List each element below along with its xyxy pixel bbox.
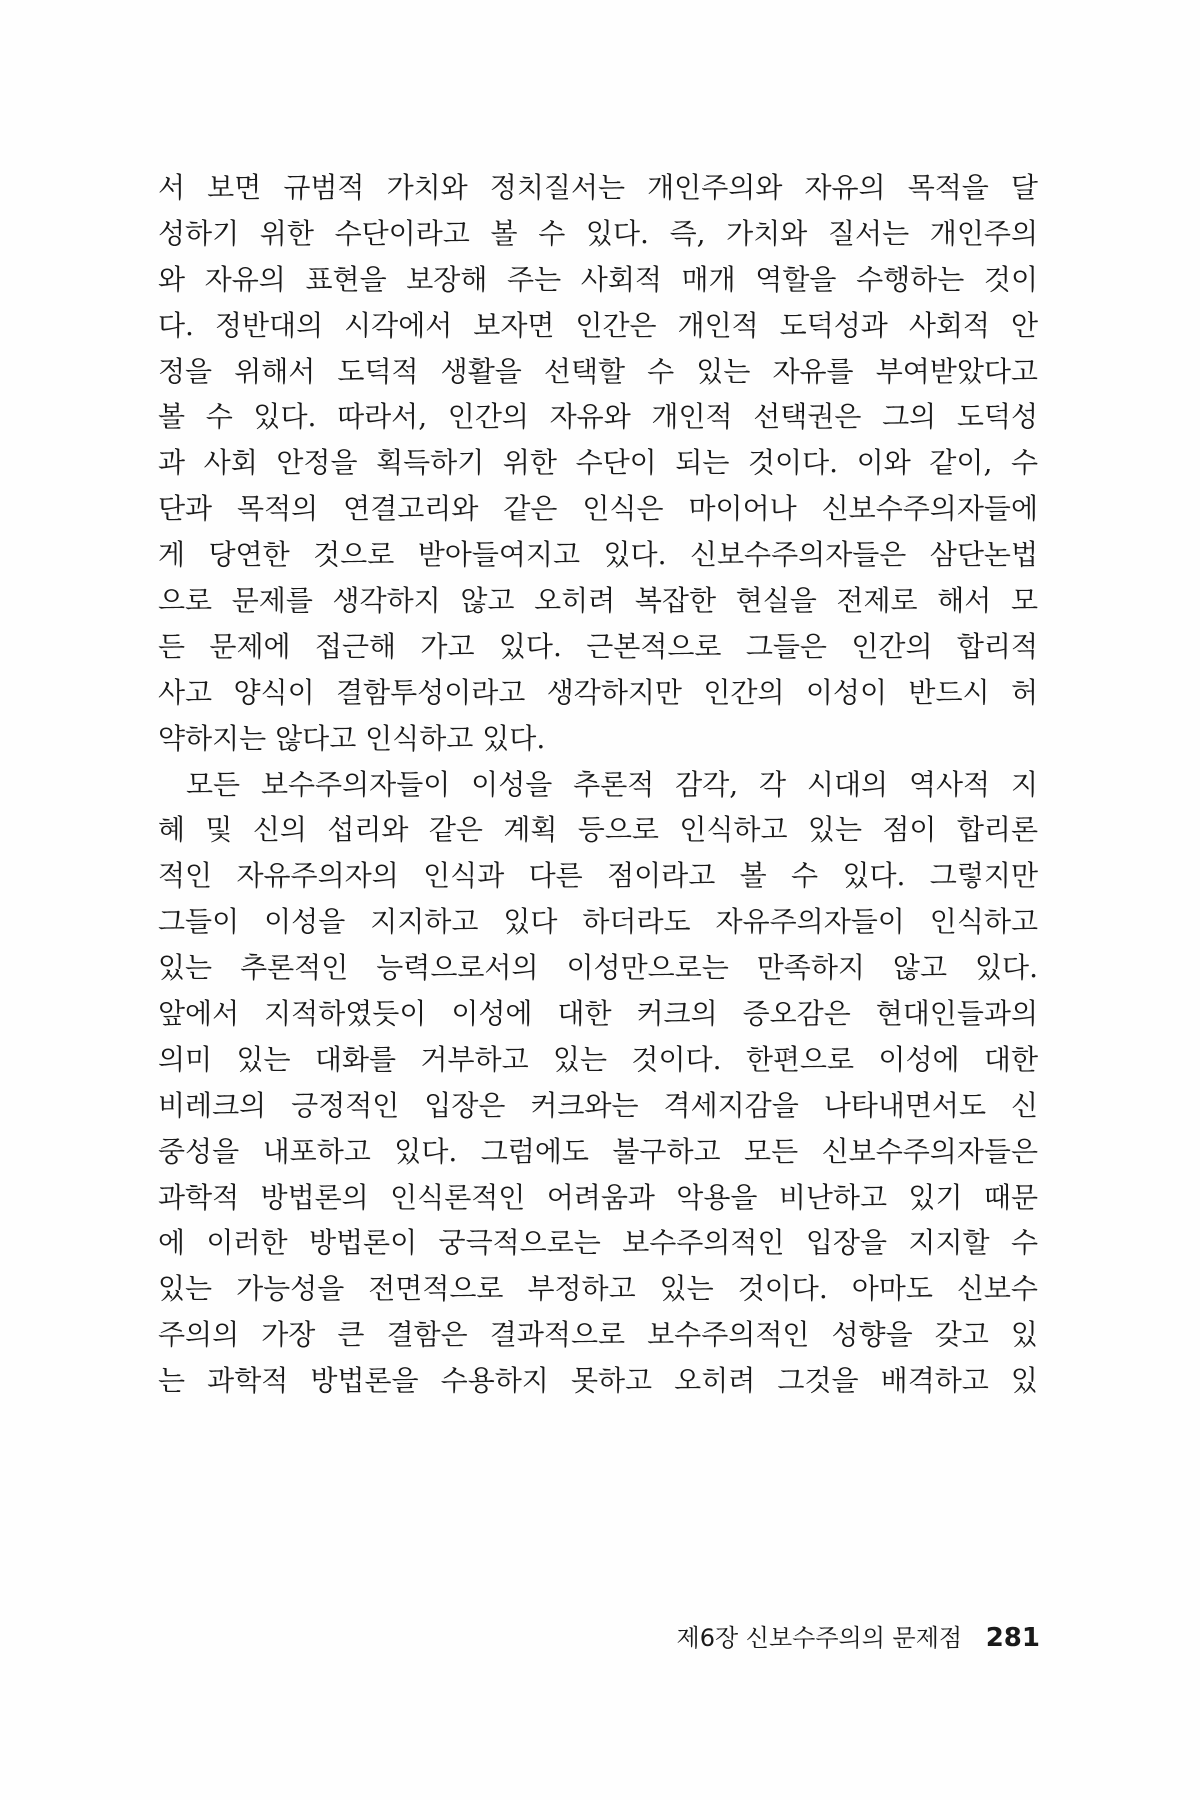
text-line: 의미 있는 대화를 거부하고 있는 것이다. 한편으로 이성에 대한 — [158, 1042, 1038, 1076]
text-line: 는 과학적 방법론을 수용하지 못하고 오히려 그것을 배격하고 있 — [158, 1364, 1038, 1398]
text-line: 앞에서 지적하였듯이 이성에 대한 커크의 증오감은 현대인들과의 — [158, 997, 1038, 1031]
body-text — [158, 165, 1038, 1404]
text-line: 약하지는 않다고 인식하고 있다. — [158, 721, 546, 755]
text-line: 주의의 가장 큰 결함은 결과적으로 보수주의적인 성향을 갖고 있 — [158, 1318, 1038, 1352]
text-line: 든 문제에 접근해 가고 있다. 근본적으로 그들은 인간의 합리적 — [158, 629, 1038, 663]
text-line: 정을 위해서 도덕적 생활을 선택할 수 있는 자유를 부여받았다고 — [158, 354, 1038, 388]
text-line: 서 보면 규범적 가치와 정치질서는 개인주의와 자유의 목적을 달 — [158, 171, 1038, 204]
text-line: 있는 추론적인 능력으로서의 이성만으로는 만족하지 않고 있다. — [158, 951, 1038, 985]
text-line: 으로 문제를 생각하지 않고 오히려 복잡한 현실을 전제로 해서 모 — [158, 584, 1038, 618]
text-line: 과학적 방법론의 인식론적인 어려움과 악용을 비난하고 있기 때문 — [158, 1180, 1038, 1214]
text-line: 과 사회 안정을 획득하기 위한 수단이 되는 것이다. 이와 같이, 수 — [158, 446, 1038, 480]
text-line: 와 자유의 표현을 보장해 주는 사회적 매개 역할을 수행하는 것이 — [158, 262, 1038, 296]
running-footer — [677, 1618, 1040, 1653]
text-line: 사고 양식이 결함투성이라고 생각하지만 인간의 이성이 반드시 허 — [158, 675, 1038, 709]
paragraph-start-line: 모든 보수주의자들이 이성을 추론적 감각, 각 시대의 역사적 지 — [186, 767, 1038, 801]
text-line: 게 당연한 것으로 받아들여지고 있다. 신보수주의자들은 삼단논법 — [158, 538, 1038, 572]
chapter-title: 제6장 신보수주의의 문제점 — [676, 1624, 963, 1652]
text-line: 혜 및 신의 섭리와 같은 계획 등으로 인식하고 있는 점이 합리론 — [158, 813, 1038, 847]
page-number: 281 — [985, 1623, 1040, 1653]
text-line: 볼 수 있다. 따라서, 인간의 자유와 개인적 선택권은 그의 도덕성 — [158, 400, 1038, 434]
text-line: 성하기 위한 수단이라고 볼 수 있다. 즉, 가치와 질서는 개인주의 — [158, 216, 1038, 250]
text-line: 중성을 내포하고 있다. 그럼에도 불구하고 모든 신보수주의자들은 — [158, 1134, 1038, 1168]
text-line: 그들이 이성을 지지하고 있다 하더라도 자유주의자들이 인식하고 — [158, 905, 1038, 939]
text-line: 다. 정반대의 시각에서 보자면 인간은 개인적 도덕성과 사회적 안 — [158, 308, 1038, 342]
text-line: 에 이러한 방법론이 궁극적으로는 보수주의적인 입장을 지지할 수 — [158, 1226, 1038, 1260]
text-line: 적인 자유주의자의 인식과 다른 점이라고 볼 수 있다. 그렇지만 — [158, 859, 1038, 893]
text-line: 단과 목적의 연결고리와 같은 인식은 마이어나 신보수주의자들에 — [158, 492, 1038, 526]
text-line: 비레크의 긍정적인 입장은 커크와는 격세지감을 나타내면서도 신 — [158, 1088, 1038, 1122]
text-line: 있는 가능성을 전면적으로 부정하고 있는 것이다. 아마도 신보수 — [158, 1272, 1038, 1306]
